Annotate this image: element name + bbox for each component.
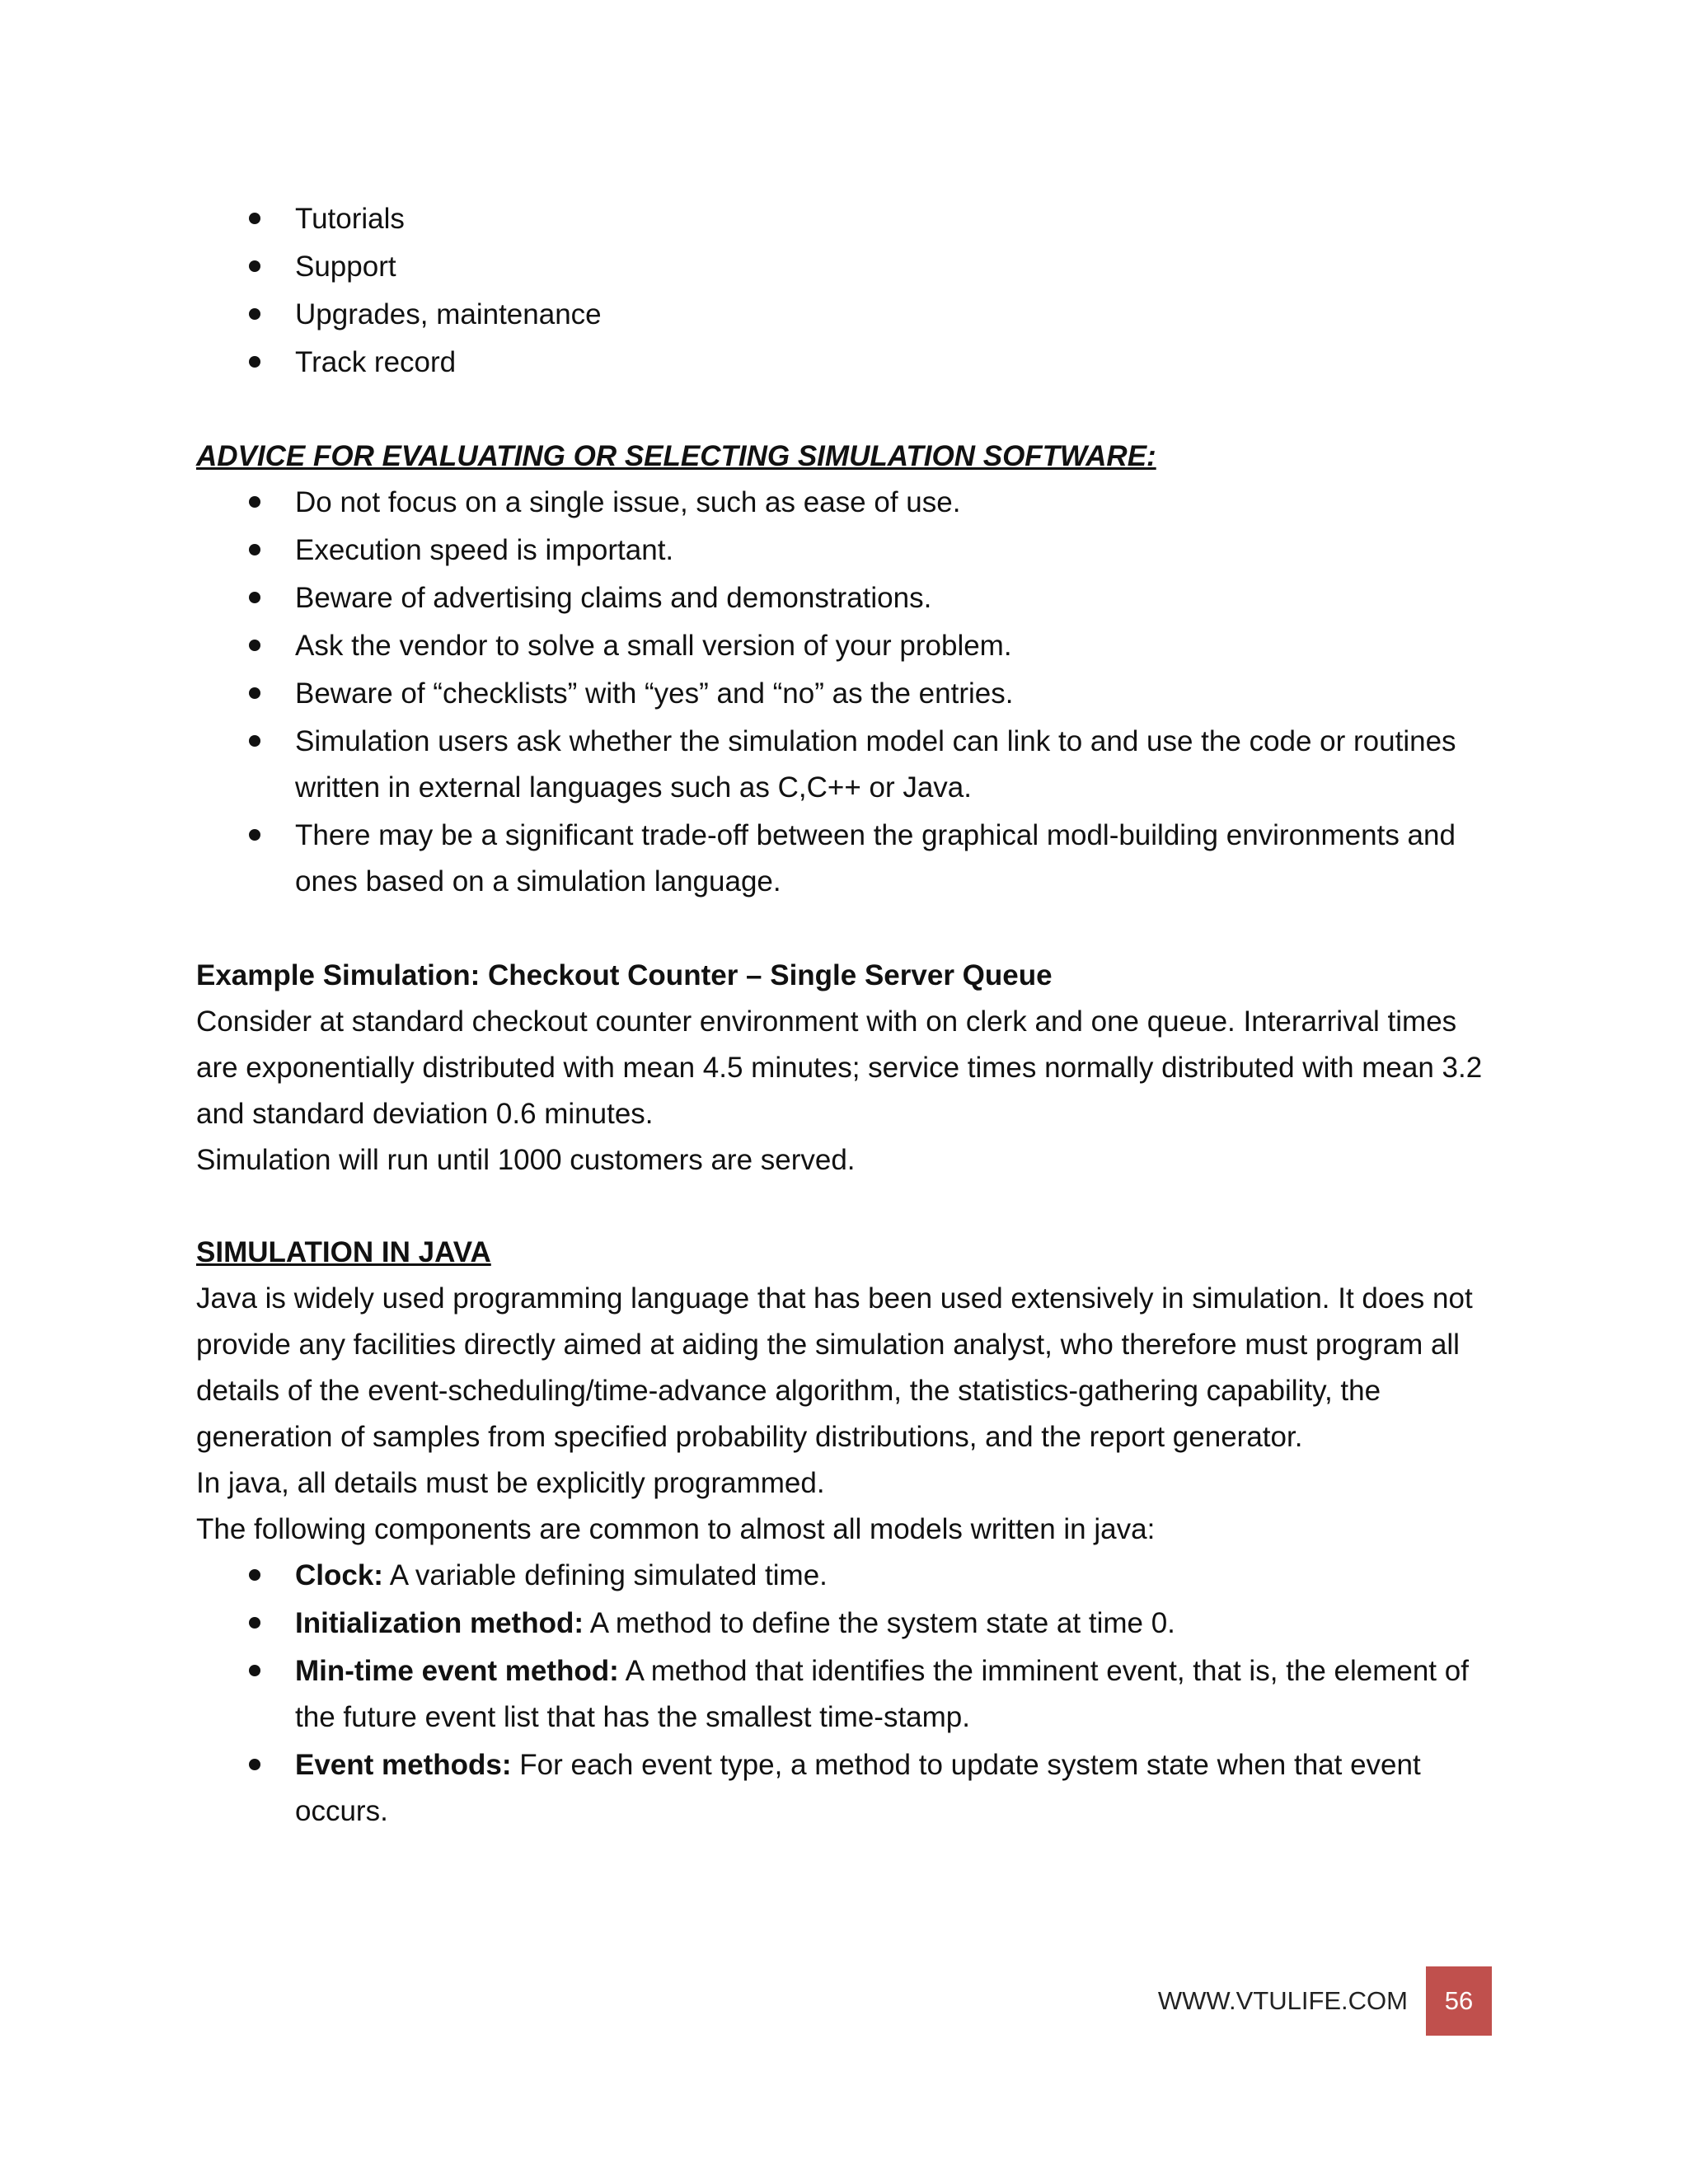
list-item: Ask the vendor to solve a small version of your problem. — [196, 623, 1490, 669]
page-number-badge: 56 — [1426, 1966, 1492, 2036]
list-item: Do not focus on a single issue, such as ease of use. — [196, 480, 1490, 526]
component-term: Min-time event method: — [295, 1655, 619, 1687]
list-item: Execution speed is important. — [196, 527, 1490, 574]
component-term: Clock: — [295, 1559, 383, 1591]
component-desc: A variable defining simulated time. — [382, 1559, 828, 1591]
bullet-icon — [249, 496, 260, 508]
bullet-icon — [249, 640, 260, 651]
bullet-icon — [249, 1759, 260, 1770]
bullet-icon — [249, 356, 260, 368]
java-line: In java, all details must be explicitly programmed. — [196, 1467, 825, 1499]
list-item: Track record — [196, 340, 1490, 386]
bullet-icon — [249, 308, 260, 320]
list-item — [196, 1648, 1490, 1741]
bullet-icon — [249, 1665, 260, 1676]
bullet-icon — [249, 829, 260, 841]
document-page — [196, 196, 1490, 1836]
list-item — [196, 1553, 1490, 1599]
bullet-icon — [249, 1617, 260, 1629]
advice-list — [196, 480, 1490, 905]
component-term: Initialization method: — [295, 1607, 584, 1639]
bullet-icon — [249, 260, 260, 272]
bullet-icon — [249, 1569, 260, 1581]
list-item: Simulation users ask whether the simulation model can link to and use the code or routines written in external languages such as C,C++ or Java. — [196, 719, 1490, 811]
component-desc: For each event type, a method to update system state when that event occurs. — [295, 1749, 1421, 1827]
page-footer — [1137, 1966, 1492, 2036]
bullet-icon — [249, 735, 260, 747]
advice-heading: ADVICE FOR EVALUATING OR SELECTING SIMULATION SOFTWARE: — [196, 440, 1156, 472]
list-item: Beware of “checklists” with “yes” and “no” as the entries. — [196, 671, 1490, 717]
java-components-list — [196, 1553, 1490, 1835]
list-item: Support — [196, 244, 1490, 290]
bullet-icon — [249, 544, 260, 555]
component-desc: A method that identifies the imminent event, that is, the element of the future event list that has the smallest time-stamp. — [295, 1655, 1469, 1733]
java-paragraph: Java is widely used programming language that has been used extensively in simulation. It does not provide any facilities directly aimed at aiding the simulation analyst, who therefore must program all details of the event-scheduling/time-advance algorithm, the statistics-gathering capability, the generation of samples from specified probability distributions, and the report generator. — [196, 1282, 1473, 1453]
component-term: Event methods: — [295, 1749, 512, 1781]
list-item — [196, 1601, 1490, 1647]
list-item: Upgrades, maintenance — [196, 292, 1490, 338]
java-line: The following components are common to almost all models written in java: — [196, 1513, 1156, 1545]
list-item: Tutorials — [196, 196, 1490, 242]
list-item: Beware of advertising claims and demonstrations. — [196, 575, 1490, 621]
list-item: There may be a significant trade-off between the graphical modl-building environments and ones based on a simulation language. — [196, 813, 1490, 905]
example-heading: Example Simulation: Checkout Counter – Single Server Queue — [196, 959, 1053, 991]
list-item — [196, 1742, 1490, 1835]
example-run-note: Simulation will run until 1000 customers are served. — [196, 1144, 856, 1176]
bullet-icon — [249, 687, 260, 699]
example-paragraph: Consider at standard checkout counter environment with on clerk and one queue. Interarrival times are exponentially distributed with mean 4.5 minutes; service times normally distributed with mean 3.2 and standard deviation 0.6 minutes. — [196, 1005, 1483, 1130]
footer-site-link[interactable]: WWW.VTULIFE.COM — [1157, 1986, 1408, 2015]
bullet-icon — [249, 213, 260, 224]
component-desc: A method to define the system state at time 0. — [583, 1607, 1175, 1639]
feature-list — [196, 196, 1490, 386]
java-heading: SIMULATION IN JAVA — [196, 1236, 491, 1268]
bullet-icon — [249, 592, 260, 603]
